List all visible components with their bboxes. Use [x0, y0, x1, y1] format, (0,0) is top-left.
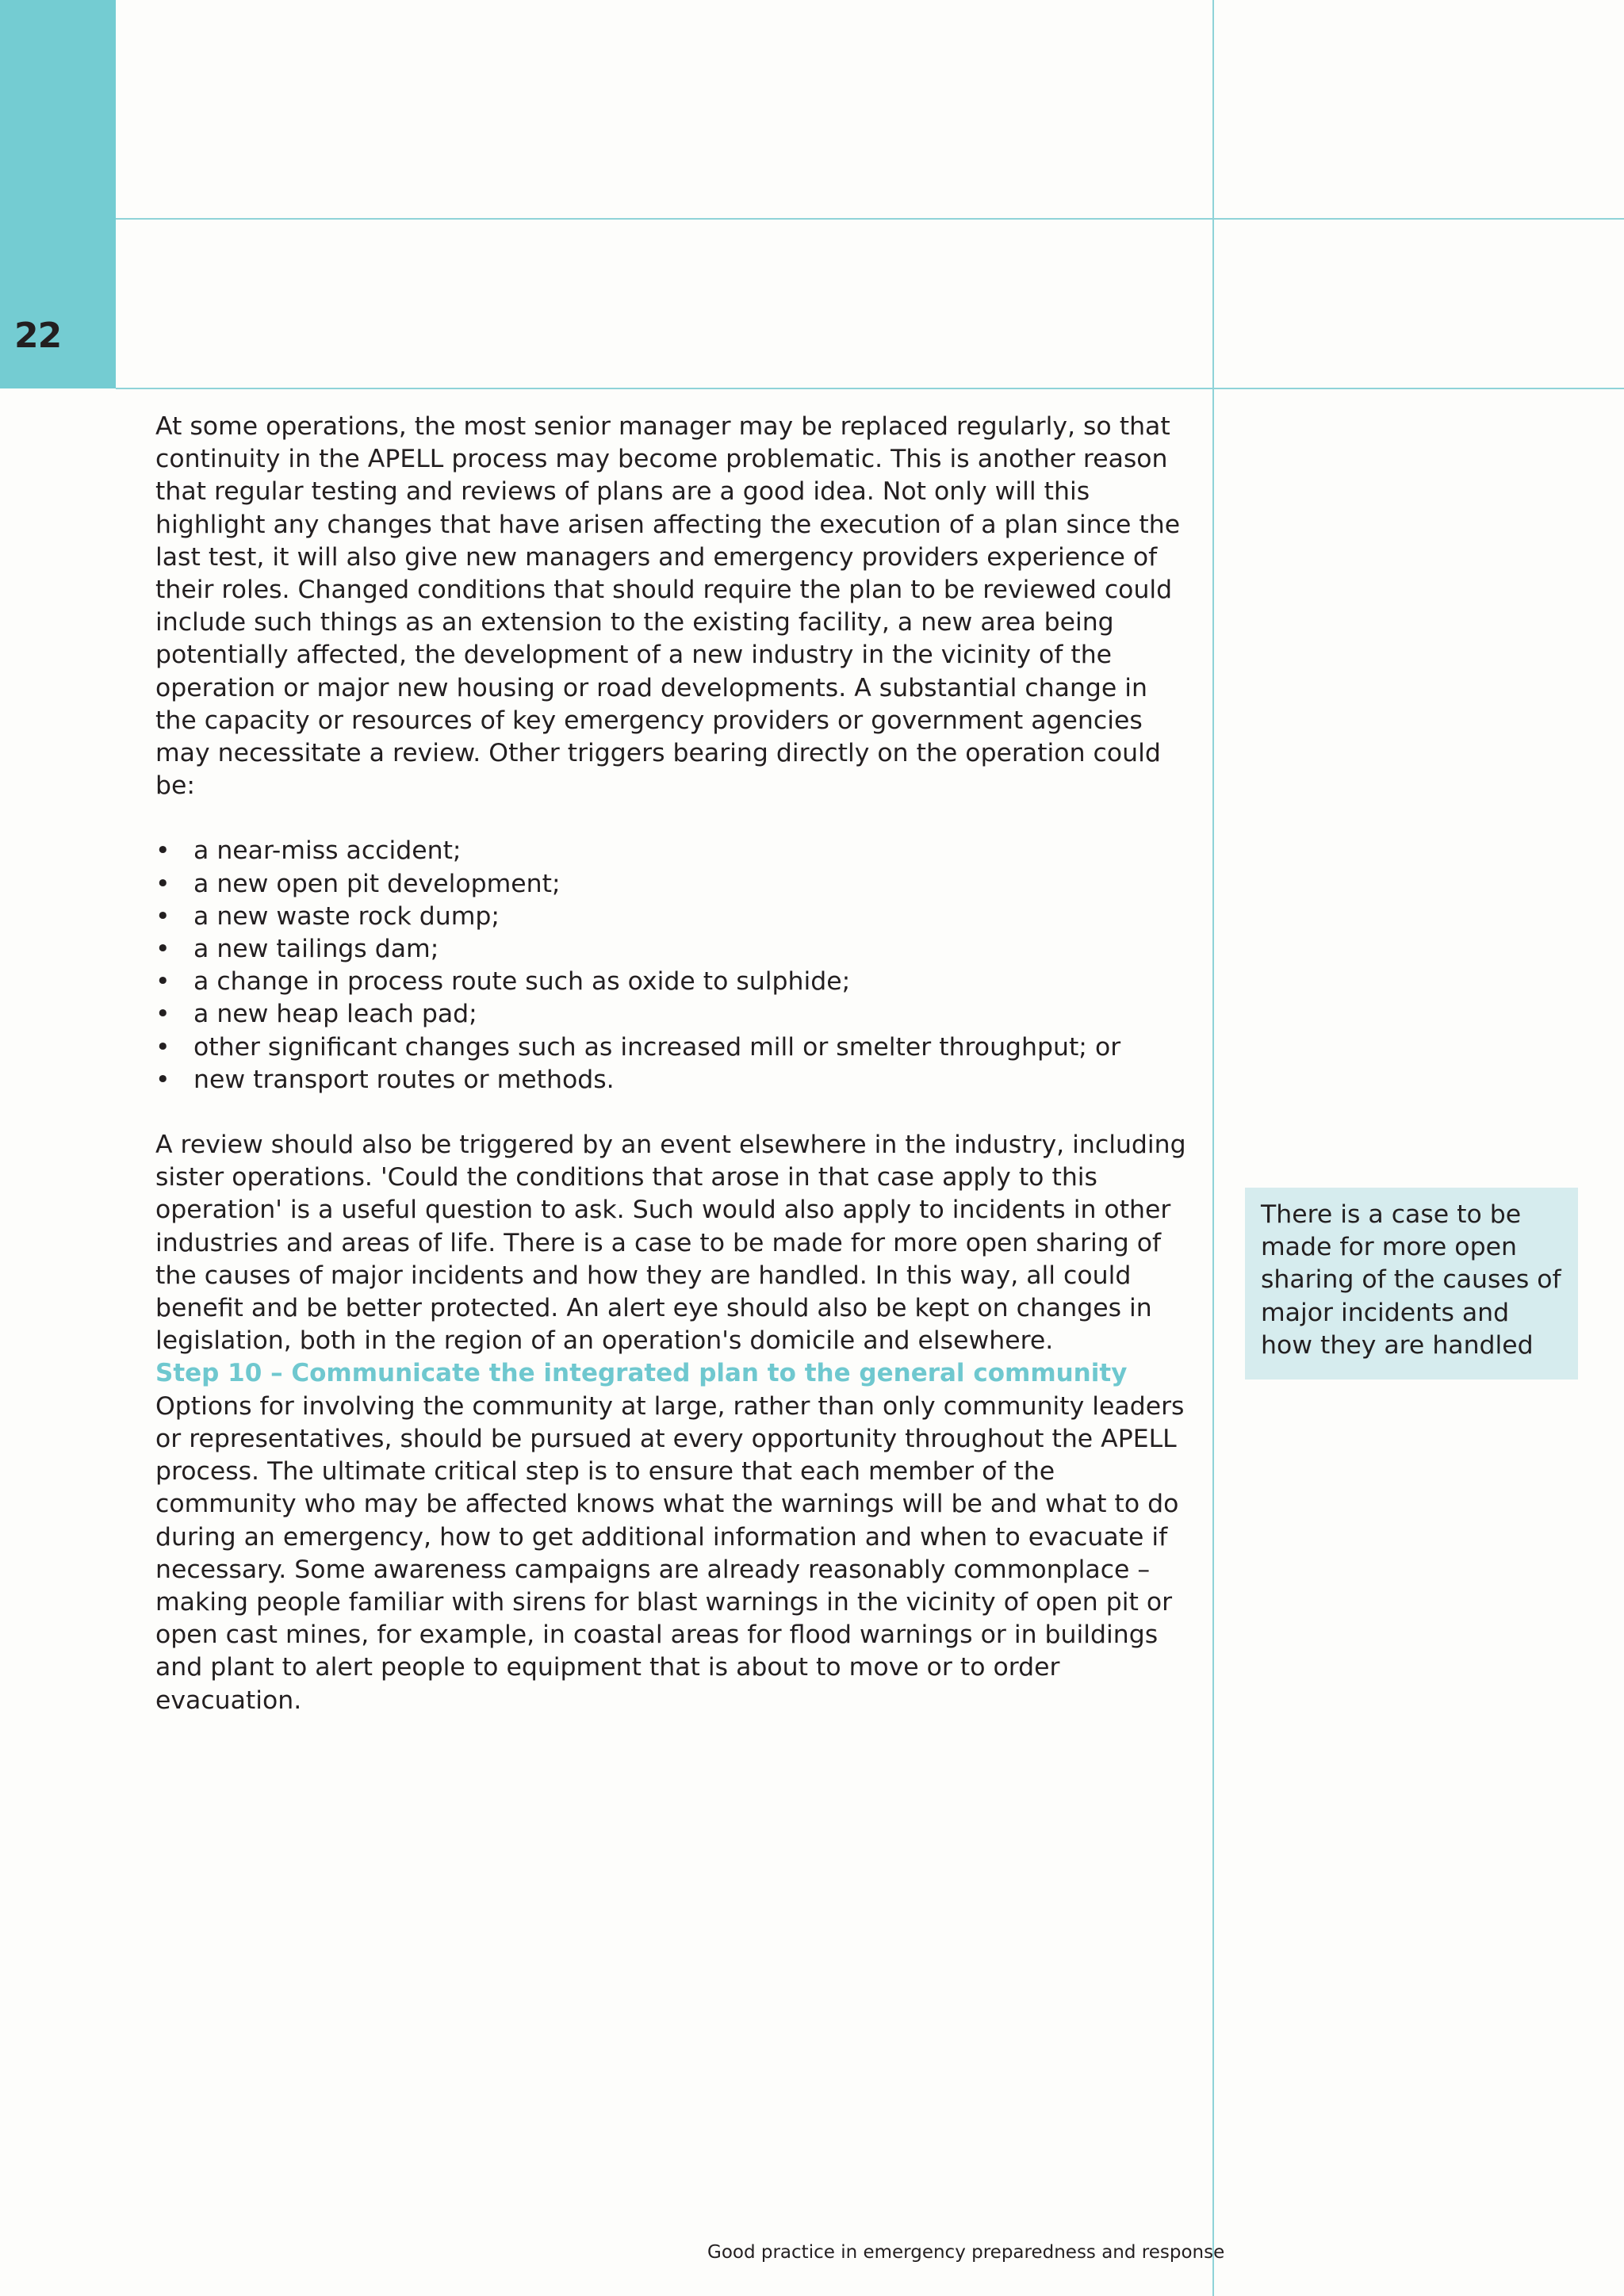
list-item: • a near-miss accident;	[155, 835, 1186, 867]
list-item: • a new waste rock dump;	[155, 901, 1186, 933]
margin-rule	[1212, 0, 1214, 2296]
pull-quote: There is a case to be made for more open sharing of the causes of major incidents and how they are handled	[1245, 1188, 1578, 1380]
page-number: 22	[14, 316, 62, 356]
list-item: • new transport routes or methods.	[155, 1064, 1186, 1096]
running-footer: Good practice in emergency preparedness and response	[707, 2242, 1225, 2263]
list-item: • a new tailings dam;	[155, 933, 1186, 966]
trigger-list	[155, 835, 1186, 1096]
list-item: • other significant changes such as increased mill or smelter throughput; or	[155, 1031, 1186, 1064]
list-item: • a new open pit development;	[155, 868, 1186, 901]
top-rule	[116, 218, 1624, 220]
list-item: • a change in process route such as oxide to sulphide;	[155, 966, 1186, 998]
list-item: • a new heap leach pad;	[155, 998, 1186, 1031]
paragraph: A review should also be triggered by an event elsewhere in the industry, including sister operations. 'Could the conditions that arose in that case apply to this operation' is a useful question to ask. Such would also apply to incidents in other industries and areas of life. There is a case to be made for more open sharing of the causes of major incidents and how they are handled. In this way, all could benefit and be better protected. An alert eye should also be kept on changes in legislation, both in the region of an operation's domicile and elsewhere.	[155, 1131, 1186, 1356]
paragraph: Options for involving the community at large, rather than only community leaders or representatives, should be pursued at every opportunity throughout the APELL process. The ultimate critical step is to ensure that each member of the community who may be affected knows what the warnings will be and what to do during an emergency, how to get additional information and when to evacuate if necessary. Some awareness campaigns are already reasonably commonplace – making people familiar with sirens for blast warnings in the vicinity of open pit or open cast mines, for example, in coastal areas for flood warnings or in buildings and plant to alert people to equipment that is about to move or to order evacuation.	[155, 1391, 1185, 1715]
main-column	[155, 411, 1186, 1717]
section-heading: Step 10 – Communicate the integrated plan to the general community	[155, 1359, 1128, 1388]
header-rule	[116, 388, 1624, 389]
paragraph: At some operations, the most senior manager may be replaced regularly, so that continuity in the APELL process may become problematic. This is another reason that regular testing and reviews of plans are a good idea. Not only will this highlight any changes that have arisen affecting the execution of a plan since the last test, it will also give new managers and emergency providers experience of their roles. Changed conditions that should require the plan to be reviewed could include such things as an extension to the existing facility, a new area being potentially affected, the development of a new industry in the vicinity of the operation or major new housing or road developments. A substantial change in the capacity or resources of key emergency providers or government agencies may necessitate a review. Other triggers bearing directly on the operation could be:	[155, 412, 1181, 801]
